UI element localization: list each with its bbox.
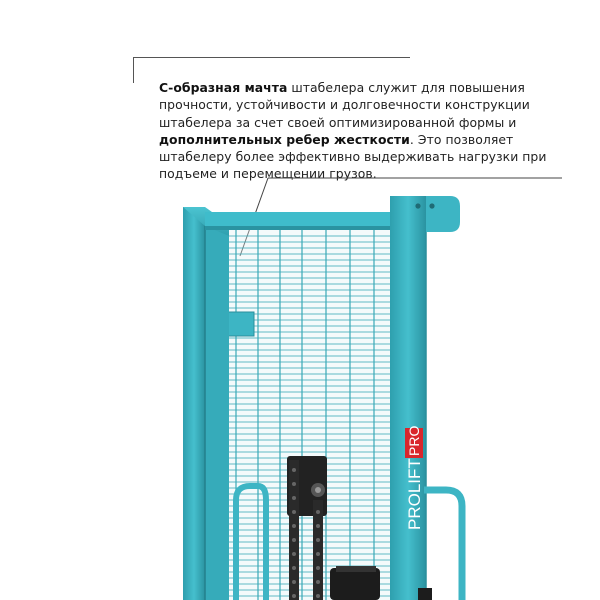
description-text-2: . Это позволяет штабелеру более эффективно выдерживать нагрузки при подъеме и перемещении грузов. <box>159 131 547 182</box>
right-handle <box>424 490 462 600</box>
mast-right-upright <box>390 196 460 600</box>
description-text-1: штабелера служит для повышения прочности, устойчивости и долговечности конструкции штабелера за счет своей оптимизированной формы и <box>159 80 530 130</box>
svg-text:PROLIFT: PROLIFT <box>405 458 424 530</box>
description-bold-1: С-образная мачта <box>159 80 288 95</box>
mesh-guard <box>228 230 390 600</box>
bolt-icon <box>415 203 420 208</box>
description-bold-2: дополнительных ребер жесткости <box>159 131 410 147</box>
mast-bracket-plate <box>226 312 254 336</box>
mast-left-upright <box>183 207 229 600</box>
bolt-icon <box>429 203 434 208</box>
svg-text:PRO: PRO <box>406 425 422 456</box>
brand-logo <box>405 426 424 530</box>
